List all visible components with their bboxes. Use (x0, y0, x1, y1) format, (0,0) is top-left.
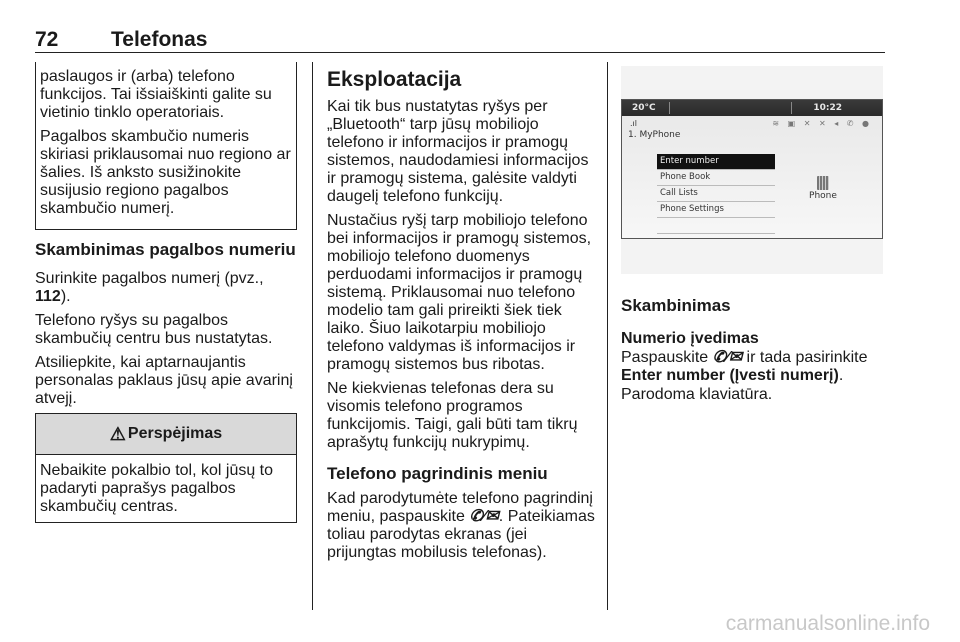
page-title: Telefonas (111, 28, 208, 51)
clock: 10:22 (813, 103, 842, 113)
device-name: 1. MyPhone (628, 130, 681, 140)
paragraph: Parodoma klaviatūra. (621, 386, 773, 403)
phone-keypad-button[interactable] (805, 176, 841, 201)
menu-item-enter-number[interactable]: Enter number (657, 154, 775, 170)
phone-button-icon: ✆⁄✉ (469, 508, 499, 525)
section-heading: Skambinimas pagalbos numeriu (35, 240, 296, 259)
continued-info-box (35, 62, 297, 230)
paragraph: Surinkite pagalbos numerį (pvz., 112). (35, 270, 264, 305)
warning-header (36, 414, 296, 455)
emergency-number: 112 (35, 288, 61, 305)
status-icons: ≋ ▣ ✕ ✕ ◂ ✆ ● (772, 119, 872, 128)
warning-box (35, 413, 297, 523)
subsection-heading: Numerio įvedimas (621, 330, 759, 347)
paragraph: Paspauskite ✆⁄✉ ir tada pasirinkite Enter number (Įvesti numerį). (621, 349, 868, 384)
column-2 (327, 68, 595, 562)
warning-text: Nebaikite pokalbio tol, kol jūsų to padaryti paprašys pagalbos skambučių centras. (40, 462, 274, 515)
keypad-icon (817, 176, 829, 190)
page-number: 72 (35, 28, 59, 51)
screen-illustration (621, 66, 883, 274)
menu-item-phone-settings[interactable]: Phone Settings (657, 202, 775, 218)
section-heading: Eksploatacija (327, 68, 462, 91)
warning-triangle-icon: ⚠ (109, 423, 126, 444)
column-divider (607, 62, 608, 610)
signal-strength-icon: .ıl (630, 119, 637, 128)
paragraph: Kai tik bus nustatytas ryšys per „Bluetooth“ tarp jūsų mobiliojo telefono ir informacijos ir pramogų sistemos, naudodamiesi informacijos ir pramogų sistema, galėsite valdyti daugelį telefono funkcijų. (327, 98, 589, 205)
phone-menu-screen (622, 116, 882, 238)
paragraph: Nustačius ryšį tarp mobiliojo telefono bei informacijos ir pramogų sistemos, mobiliojo telefono duomenys perduodami informacijos ir pramogų sistemą. Priklausomai nuo telefono modelio tam gali prireikti šiek tiek laiko. Šiuo laikotarpiu mobiliojo telefono valdymas iš informacijos ir pramogų sistemos bus ribotas. (327, 212, 592, 373)
paragraph: Kad parodytumėte telefono pagrindinį meniu, paspauskite ✆⁄✉. Pateikiamas toliau parodytas ekranas (jei prijungtas mobilusis telefonas). (327, 490, 595, 561)
infotainment-screen (621, 99, 883, 239)
menu-empty-row (657, 218, 775, 234)
phone-menu (657, 154, 775, 234)
column-divider (312, 62, 313, 610)
column-1 (35, 240, 300, 408)
menu-reference: Enter number (Įvesti numerį) (621, 367, 839, 384)
box-paragraph: Pagalbos skambučio numeris skiriasi priklausomai nuo regiono ar šalies. Iš anksto susižinokite susijusio regiono pagalbos skambučio numerį. (40, 128, 291, 217)
section-heading: Skambinimas (621, 296, 731, 315)
status-separator (669, 102, 670, 114)
paragraph: Ne kiekvienas telefonas dera su visomis telefono programos funkcijomis. Taigi, gali būti tam tikrų aprašytų funkcijų nukrypimų. (327, 380, 578, 451)
status-separator (791, 102, 792, 114)
column-3 (621, 296, 886, 404)
page-header (35, 30, 885, 53)
phone-label: Phone (809, 191, 837, 201)
box-paragraph: paslaugos ir (arba) telefono funkcijos. Tai išsiaiškinti galite su vietinio tinklo operatoriais. (40, 68, 272, 121)
menu-item-call-lists[interactable]: Call Lists (657, 186, 775, 202)
phone-button-icon: ✆⁄✉ (712, 349, 743, 366)
paragraph: Telefono ryšys su pagalbos skambučių centru bus nustatytas. (35, 312, 273, 347)
temperature: 20°C (632, 103, 656, 113)
warning-title: Perspėjimas (127, 425, 223, 442)
paragraph: Atsiliepkite, kai aptarnaujantis personalas paklaus jūsų apie avarinį atvejį. (35, 354, 293, 407)
watermark: carmanualsonline.info (725, 612, 930, 635)
status-bar (622, 100, 882, 116)
menu-item-phone-book[interactable]: Phone Book (657, 170, 775, 186)
subsection-heading: Telefono pagrindinis meniu (327, 464, 548, 483)
